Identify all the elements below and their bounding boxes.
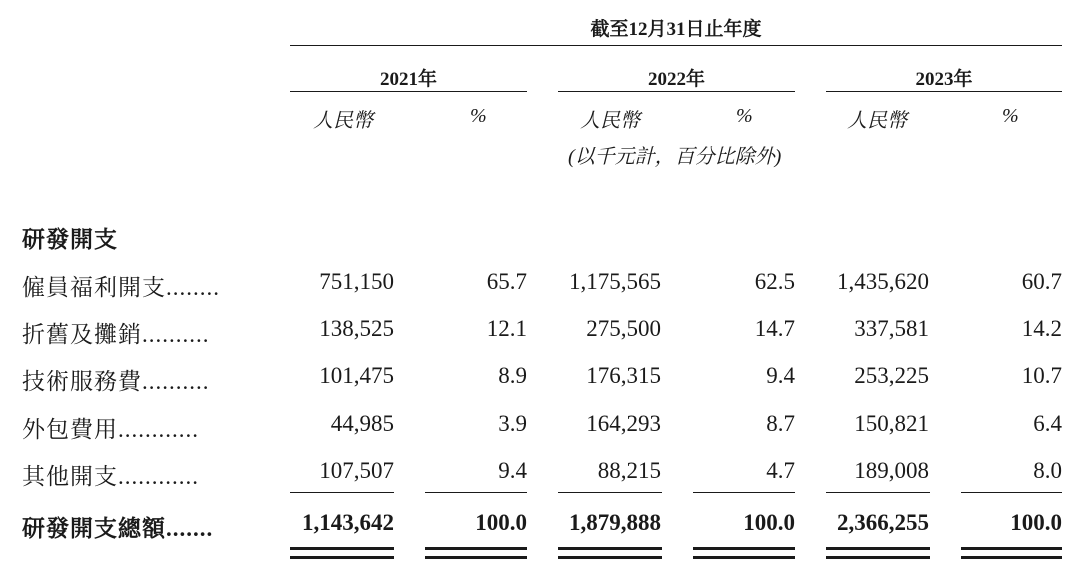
section-title: 研發開支 bbox=[22, 227, 118, 252]
cell-2023-percent: 14.2 bbox=[1021, 316, 1062, 341]
cell-2022-amount: 275,500 bbox=[586, 316, 661, 341]
subtotal-rule bbox=[558, 492, 662, 493]
cell-2023-amount: 1,435,620 bbox=[837, 269, 929, 294]
cell-2022-amount: 88,215 bbox=[597, 458, 661, 483]
year-2021-rule bbox=[290, 91, 527, 92]
total-2021-percent: 100.0 bbox=[475, 510, 527, 535]
year-2021-header: 2021年 bbox=[379, 69, 437, 90]
cell-2023-percent: 8.0 bbox=[1033, 458, 1062, 483]
total-2023-percent: 100.0 bbox=[1010, 510, 1062, 535]
row-label: 折舊及攤銷.......... bbox=[22, 322, 210, 347]
cell-2022-percent: 8.7 bbox=[766, 411, 795, 436]
total-double-rule bbox=[558, 556, 662, 562]
subtotal-rule bbox=[693, 492, 795, 493]
cell-2023-percent: 60.7 bbox=[1021, 269, 1062, 294]
cell-2022-amount: 176,315 bbox=[586, 363, 661, 388]
cell-2022-percent: 9.4 bbox=[766, 363, 795, 388]
row-label: 技術服務費.......... bbox=[22, 369, 210, 394]
row-label: 外包費用............ bbox=[22, 417, 199, 442]
cell-2022-amount: 1,175,565 bbox=[569, 269, 661, 294]
cell-2021-percent: 3.9 bbox=[498, 411, 527, 436]
cell-2021-percent: 8.9 bbox=[498, 363, 527, 388]
cell-2021-percent: 9.4 bbox=[498, 458, 527, 483]
cell-2023-amount: 253,225 bbox=[854, 363, 929, 388]
total-double-rule bbox=[290, 556, 394, 562]
subtotal-rule bbox=[425, 492, 527, 493]
currency-2023-label: 人民幣 bbox=[847, 110, 907, 132]
total-double-rule bbox=[693, 556, 795, 562]
period-rule bbox=[290, 45, 1062, 46]
row-label: 僱員福利開支........ bbox=[22, 275, 220, 300]
total-2021-amount: 1,143,642 bbox=[302, 510, 394, 535]
cell-2021-percent: 12.1 bbox=[486, 316, 527, 341]
cell-2022-percent: 62.5 bbox=[754, 269, 795, 294]
total-double-rule bbox=[290, 547, 394, 553]
total-double-rule bbox=[425, 556, 527, 562]
cell-2021-amount: 44,985 bbox=[330, 411, 394, 436]
total-double-rule bbox=[826, 556, 930, 562]
total-label: 研發開支總額....... bbox=[22, 516, 214, 541]
subtotal-rule bbox=[826, 492, 930, 493]
total-double-rule bbox=[558, 547, 662, 553]
year-2022-rule bbox=[558, 91, 795, 92]
cell-2021-amount: 751,150 bbox=[319, 269, 394, 294]
total-double-rule bbox=[826, 547, 930, 553]
cell-2021-amount: 138,525 bbox=[319, 316, 394, 341]
currency-2022-label: 人民幣 bbox=[580, 110, 640, 132]
period-header: 截至12月31日止年度 bbox=[590, 19, 762, 40]
cell-2022-percent: 14.7 bbox=[754, 316, 795, 341]
total-double-rule bbox=[961, 556, 1062, 562]
cell-2023-percent: 6.4 bbox=[1033, 411, 1062, 436]
cell-2023-amount: 150,821 bbox=[854, 411, 929, 436]
total-2022-percent: 100.0 bbox=[743, 510, 795, 535]
total-double-rule bbox=[425, 547, 527, 553]
cell-2022-percent: 4.7 bbox=[766, 458, 795, 483]
unit-note: (以千元計，百分比除外) bbox=[568, 146, 782, 168]
percent-2021-label: % bbox=[470, 105, 487, 127]
cell-2023-amount: 189,008 bbox=[854, 458, 929, 483]
subtotal-rule bbox=[961, 492, 1062, 493]
cell-2023-amount: 337,581 bbox=[854, 316, 929, 341]
total-2022-amount: 1,879,888 bbox=[569, 510, 661, 535]
percent-2023-label: % bbox=[1002, 105, 1019, 127]
row-label: 其他開支............ bbox=[22, 464, 199, 489]
total-2023-amount: 2,366,255 bbox=[837, 510, 929, 535]
total-double-rule bbox=[693, 547, 795, 553]
percent-2022-label: % bbox=[736, 105, 753, 127]
cell-2023-percent: 10.7 bbox=[1021, 363, 1062, 388]
cell-2021-amount: 107,507 bbox=[319, 458, 394, 483]
year-2023-rule bbox=[826, 91, 1062, 92]
subtotal-rule bbox=[290, 492, 394, 493]
year-2022-header: 2022年 bbox=[647, 69, 705, 90]
cell-2021-percent: 65.7 bbox=[486, 269, 527, 294]
total-double-rule bbox=[961, 547, 1062, 553]
year-2023-header: 2023年 bbox=[915, 69, 973, 90]
currency-2021-label: 人民幣 bbox=[313, 110, 373, 132]
cell-2022-amount: 164,293 bbox=[586, 411, 661, 436]
cell-2021-amount: 101,475 bbox=[319, 363, 394, 388]
